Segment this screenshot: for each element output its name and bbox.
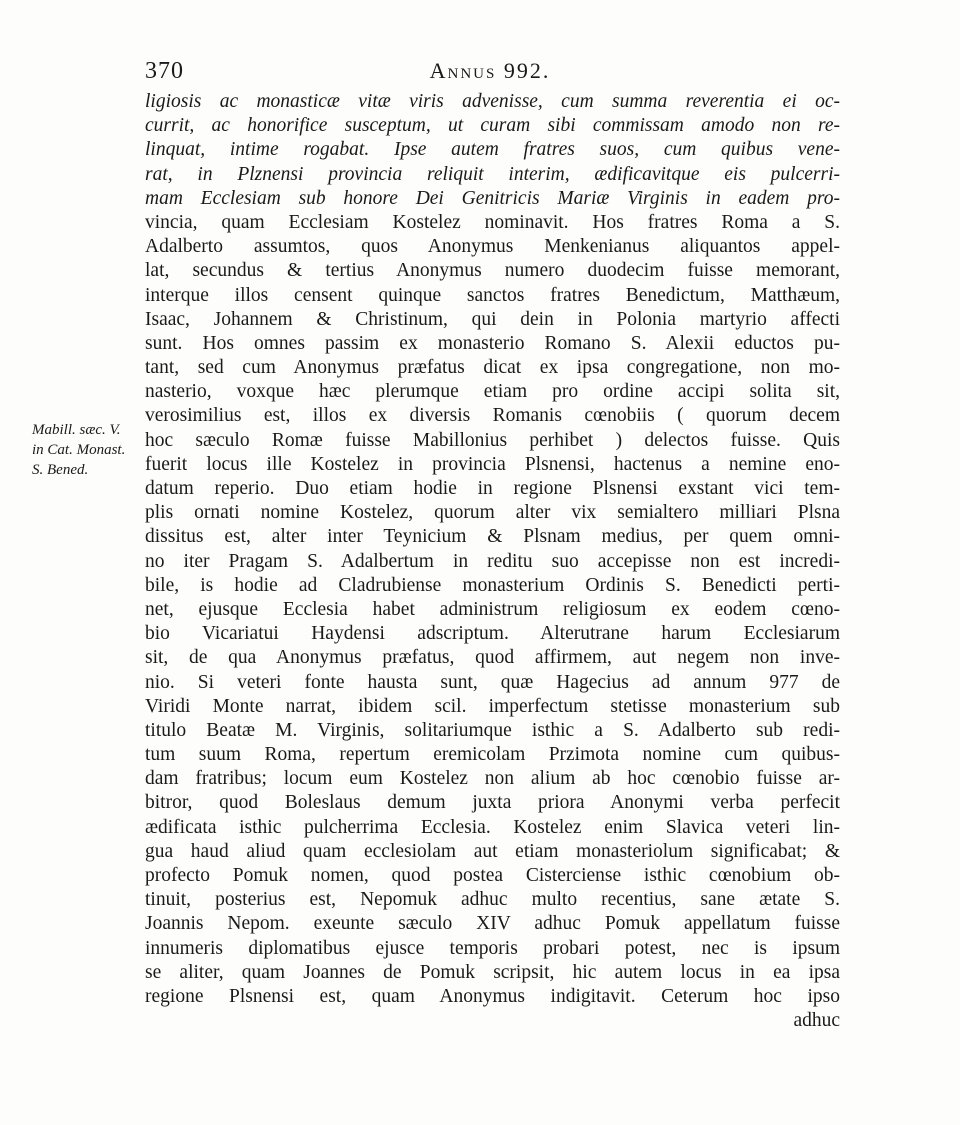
- margin-note: [32, 420, 142, 480]
- text-line: net, ejusque Ecclesia habet administrum religiosum ex eodem cœno-: [145, 598, 840, 620]
- text-line: bitror, quod Boleslaus demum juxta priora Anonymi verba perfecit: [145, 792, 840, 814]
- text-line: profecto Pomuk nomen, quod postea Cisterciense isthic cœnobium ob-: [145, 865, 840, 886]
- text-line: mam Ecclesiam sub honore Dei Genitricis Mariæ Virginis in eadem pro-: [145, 187, 840, 209]
- text-line: dam fratribus; locum eum Kostelez non alium ab hoc cœnobio fuisse ar-: [145, 768, 840, 790]
- text-line: interque illos censent quinque sanctos fratres Benedictum, Matthæum,: [145, 284, 840, 306]
- text-line: dissitus est, alter inter Teynicium & Plsnam medius, per quem omni-: [145, 526, 840, 548]
- text-line: sit, de qua Anonymus præfatus, quod affirmem, aut negem non inve-: [145, 647, 840, 669]
- text-line: tum suum Roma, repertum eremicolam Przimota nomine cum quibus-: [145, 744, 840, 766]
- text-line: bio Vicariatui Haydensi adscriptum. Alterutrane harum Ecclesiarum: [145, 623, 840, 645]
- text-line: rat, in Plznensi provincia reliquit interim, ædificavitque eis pulcerri-: [145, 163, 840, 185]
- text-line: vincia, quam Ecclesiam Kostelez nominavit. Hos fratres Roma a S.: [145, 211, 840, 233]
- text-line: titulo Beatæ M. Virginis, solitariumque isthic a S. Adalberto sub redi-: [145, 719, 840, 741]
- margin-note-line: in Cat. Monast.: [32, 442, 126, 458]
- text-line: verosimilius est, illos ex diversis Romanis cœnobiis ( quorum decem: [145, 405, 840, 427]
- text-line: nasterio, voxque hæc plerumque etiam pro ordine accipi solita sit,: [145, 381, 840, 403]
- text-line: currit, ac honorifice susceptum, ut curam sibi commissam amodo non re-: [145, 115, 840, 137]
- running-head: Annus 992.: [429, 58, 551, 83]
- catchword: adhuc: [793, 1010, 840, 1032]
- text-line: nio. Si veteri fonte hausta sunt, quæ Hagecius ad annum 977 de: [145, 671, 840, 693]
- text-line: Adalberto assumtos, quos Anonymus Menkenianus aliquantos appel-: [145, 236, 840, 258]
- text-line: hoc sæculo Romæ fuisse Mabillonius perhibet ) delectos fuisse. Quis: [145, 429, 840, 451]
- text-line: regione Plsnensi est, quam Anonymus indigitavit. Ceterum hoc ipso: [145, 985, 840, 1007]
- text-line: ædificata isthic pulcherrima Ecclesia. Kostelez enim Slavica veteri lin-: [145, 816, 840, 838]
- margin-note-line: S. Bened.: [32, 462, 89, 478]
- page-number: 370: [145, 58, 184, 84]
- text-line: Joannis Nepom. exeunte sæculo XIV adhuc Pomuk appellatum fuisse: [145, 913, 840, 935]
- text-line: datum reperio. Duo etiam hodie in regione Plsnensi exstant vici tem-: [145, 478, 840, 499]
- text-line: lat, secundus & tertius Anonymus numero duodecim fuisse memorant,: [145, 260, 840, 282]
- text-line: fuerit locus ille Kostelez in provincia Plsnensi, hactenus a nemine eno-: [145, 453, 840, 475]
- text-line: se aliter, quam Joannes de Pomuk scripsit, hic autem locus in ea ipsa: [145, 961, 840, 983]
- body-text: [145, 90, 840, 1033]
- text-line: ligiosis ac monasticæ vitæ viris advenisse, cum summa reverentia ei oc-: [145, 91, 840, 112]
- text-line: sunt. Hos omnes passim ex monasterio Romano S. Alexii eductos pu-: [145, 332, 840, 354]
- page-header: [145, 58, 835, 90]
- text-line: linquat, intime rogabat. Ipse autem fratres suos, cum quibus vene-: [145, 139, 840, 161]
- text-line: Viridi Monte narrat, ibidem scil. imperfectum stetisse monasterium sub: [145, 695, 840, 717]
- text-line: gua haud aliud quam ecclesiolam aut etiam monasteriolum significabat; &: [145, 840, 840, 862]
- margin-note-line: Mabill. sæc. V.: [32, 422, 121, 438]
- text-line: innumeris diplomatibus ejusce temporis probari potest, nec is ipsum: [145, 937, 840, 959]
- text-line: no iter Pragam S. Adalbertum in reditu suo accepisse non est incredi-: [145, 550, 840, 572]
- text-line: plis ornati nomine Kostelez, quorum alter vix semialtero milliari Plsna: [145, 502, 840, 524]
- text-line: tant, sed cum Anonymus præfatus dicat ex ipsa congregatione, non mo-: [145, 357, 840, 379]
- text-line: Isaac, Johannem & Christinum, qui dein in Polonia martyrio affecti: [145, 308, 840, 330]
- text-line: tinuit, posterius est, Nepomuk adhuc multo recentius, sane ætate S.: [145, 889, 840, 911]
- text-line: bile, is hodie ad Cladrubiense monasterium Ordinis S. Benedicti perti-: [145, 574, 840, 596]
